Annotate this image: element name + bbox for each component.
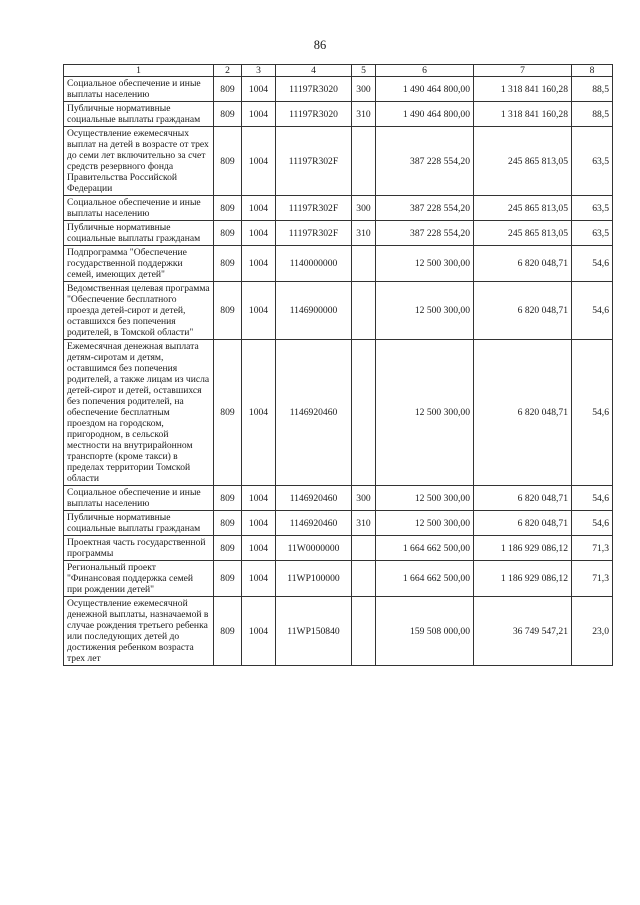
row-expense-type-cell [352,561,376,597]
row-actual-cell: 6 820 048,71 [474,486,572,511]
row-percent-cell: 54,6 [572,340,613,486]
row-percent-cell: 88,5 [572,77,613,102]
column-header: 6 [376,65,474,77]
row-percent-cell: 54,6 [572,282,613,340]
table-row [64,246,613,282]
table-row [64,221,613,246]
row-plan-cell: 12 500 300,00 [376,511,474,536]
row-percent-cell: 63,5 [572,196,613,221]
row-expense-type-cell [352,282,376,340]
row-actual-cell: 6 820 048,71 [474,282,572,340]
table-row [64,597,613,666]
row-gr-cell: 809 [214,340,242,486]
row-section-cell: 1004 [242,221,276,246]
row-section-cell: 1004 [242,511,276,536]
row-name-cell: Публичные нормативные социальные выплаты гражданам [64,511,214,536]
row-expense-type-cell: 300 [352,77,376,102]
row-section-cell: 1004 [242,102,276,127]
row-actual-cell: 1 186 929 086,12 [474,561,572,597]
row-target-article-cell: 11197R302F [276,196,352,221]
row-percent-cell: 63,5 [572,221,613,246]
row-target-article-cell: 11197R3020 [276,77,352,102]
row-target-article-cell: 11197R302F [276,127,352,196]
row-target-article-cell: 1146920460 [276,486,352,511]
row-name-cell: Ежемесячная денежная выплата детям-сиротам и детям, оставшимся без попечения родителей, а также лицам из числа детей-сирот и детей, оставшихся без попечения родителей, на обеспечение бесплатным проездом на городском, пригородном, в сельской местности на внутрирайонном транспорте (кроме такси) в пределах территории Томской области [64,340,214,486]
row-actual-cell: 245 865 813,05 [474,221,572,246]
row-plan-cell: 387 228 554,20 [376,196,474,221]
row-percent-cell: 63,5 [572,127,613,196]
table-row [64,511,613,536]
row-name-cell: Осуществление ежемесячной денежной выплаты, назначаемой в случае рождения третьего ребенка или последующих детей до достижения ребенком возраста трех лет [64,597,214,666]
row-gr-cell: 809 [214,102,242,127]
row-actual-cell: 245 865 813,05 [474,196,572,221]
row-name-cell: Публичные нормативные социальные выплаты гражданам [64,221,214,246]
row-target-article-cell: 11W0000000 [276,536,352,561]
row-actual-cell: 245 865 813,05 [474,127,572,196]
row-expense-type-cell [352,127,376,196]
row-expense-type-cell [352,536,376,561]
row-expense-type-cell [352,340,376,486]
row-gr-cell: 809 [214,511,242,536]
row-name-cell: Подпрограмма "Обеспечение государственной поддержки семей, имеющих детей" [64,246,214,282]
row-plan-cell: 387 228 554,20 [376,127,474,196]
row-target-article-cell: 11WP150840 [276,597,352,666]
row-plan-cell: 12 500 300,00 [376,340,474,486]
row-gr-cell: 809 [214,196,242,221]
row-section-cell: 1004 [242,196,276,221]
row-target-article-cell: 1146900000 [276,282,352,340]
row-plan-cell: 159 508 000,00 [376,597,474,666]
table-row [64,536,613,561]
row-name-cell: Публичные нормативные социальные выплаты гражданам [64,102,214,127]
row-actual-cell: 6 820 048,71 [474,246,572,282]
row-plan-cell: 1 664 662 500,00 [376,536,474,561]
row-name-cell: Социальное обеспечение и иные выплаты населению [64,196,214,221]
row-name-cell: Социальное обеспечение и иные выплаты населению [64,486,214,511]
row-target-article-cell: 11WP100000 [276,561,352,597]
table-row [64,102,613,127]
row-gr-cell: 809 [214,221,242,246]
row-section-cell: 1004 [242,77,276,102]
row-plan-cell: 1 664 662 500,00 [376,561,474,597]
column-header: 3 [242,65,276,77]
row-gr-cell: 809 [214,127,242,196]
row-gr-cell: 809 [214,77,242,102]
row-expense-type-cell: 300 [352,196,376,221]
row-gr-cell: 809 [214,597,242,666]
table-row [64,196,613,221]
table-row [64,77,613,102]
column-header: 4 [276,65,352,77]
row-percent-cell: 54,6 [572,246,613,282]
row-actual-cell: 6 820 048,71 [474,511,572,536]
column-header: 8 [572,65,613,77]
row-section-cell: 1004 [242,536,276,561]
row-name-cell: Осуществление ежемесячных выплат на детей в возрасте от трех до семи лет включительно за счет средств резервного фонда Правительства Российской Федерации [64,127,214,196]
row-plan-cell: 12 500 300,00 [376,282,474,340]
row-section-cell: 1004 [242,340,276,486]
row-expense-type-cell: 310 [352,221,376,246]
row-target-article-cell: 1140000000 [276,246,352,282]
row-gr-cell: 809 [214,486,242,511]
row-expense-type-cell [352,246,376,282]
row-percent-cell: 71,3 [572,561,613,597]
row-actual-cell: 6 820 048,71 [474,340,572,486]
row-plan-cell: 1 490 464 800,00 [376,102,474,127]
row-percent-cell: 71,3 [572,536,613,561]
table-row [64,282,613,340]
row-plan-cell: 387 228 554,20 [376,221,474,246]
row-gr-cell: 809 [214,536,242,561]
row-percent-cell: 54,6 [572,486,613,511]
row-actual-cell: 1 318 841 160,28 [474,77,572,102]
table-row [64,561,613,597]
row-expense-type-cell: 310 [352,102,376,127]
row-gr-cell: 809 [214,246,242,282]
row-target-article-cell: 11197R3020 [276,102,352,127]
column-header: 1 [64,65,214,77]
page-number: 86 [313,38,327,52]
row-actual-cell: 1 318 841 160,28 [474,102,572,127]
table-header-row [64,65,613,77]
row-plan-cell: 12 500 300,00 [376,246,474,282]
row-expense-type-cell: 300 [352,486,376,511]
row-name-cell: Ведомственная целевая программа "Обеспечение бесплатного проезда детей-сирот и детей, оставшихся без попечения родителей, в Томской области" [64,282,214,340]
table-row [64,340,613,486]
row-expense-type-cell: 310 [352,511,376,536]
row-section-cell: 1004 [242,597,276,666]
row-percent-cell: 23,0 [572,597,613,666]
row-section-cell: 1004 [242,246,276,282]
row-target-article-cell: 1146920460 [276,511,352,536]
row-name-cell: Проектная часть государственной программы [64,536,214,561]
row-name-cell: Региональный проект "Финансовая поддержка семей при рождении детей" [64,561,214,597]
column-header: 7 [474,65,572,77]
row-target-article-cell: 1146920460 [276,340,352,486]
row-gr-cell: 809 [214,561,242,597]
row-plan-cell: 1 490 464 800,00 [376,77,474,102]
row-section-cell: 1004 [242,561,276,597]
row-gr-cell: 809 [214,282,242,340]
row-section-cell: 1004 [242,486,276,511]
budget-table [63,64,613,666]
row-actual-cell: 36 749 547,21 [474,597,572,666]
row-expense-type-cell [352,597,376,666]
table-body [64,77,613,666]
row-target-article-cell: 11197R302F [276,221,352,246]
column-header: 2 [214,65,242,77]
row-section-cell: 1004 [242,282,276,340]
column-header: 5 [352,65,376,77]
row-actual-cell: 1 186 929 086,12 [474,536,572,561]
row-name-cell: Социальное обеспечение и иные выплаты населению [64,77,214,102]
table-row [64,127,613,196]
row-percent-cell: 88,5 [572,102,613,127]
row-section-cell: 1004 [242,127,276,196]
table-row [64,486,613,511]
row-percent-cell: 54,6 [572,511,613,536]
row-plan-cell: 12 500 300,00 [376,486,474,511]
